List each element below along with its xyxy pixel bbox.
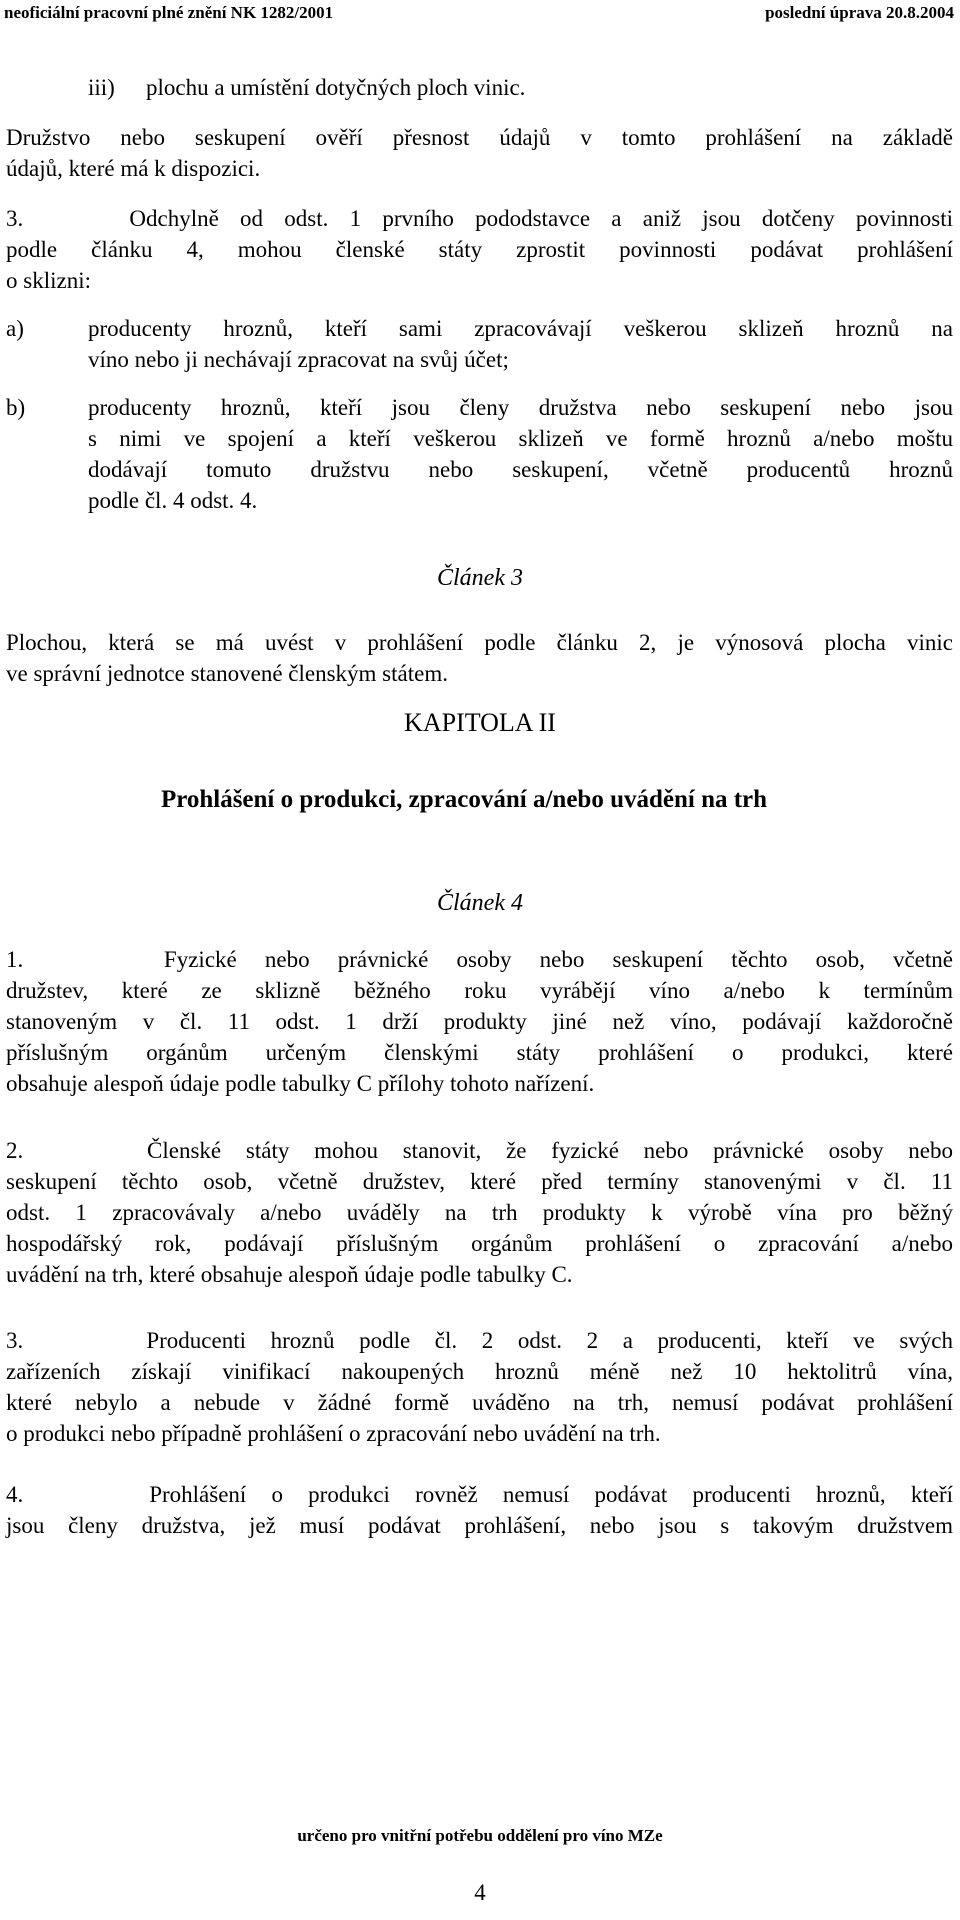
- chapter-subtitle: Prohlášení o produkci, zpracování a/nebo uvádění na trh: [160, 786, 768, 813]
- text-line: odst. 1 zpracovávaly a/nebo uváděly na trh produkty k výrobě vína pro běžný: [6, 1200, 953, 1225]
- article-4-paragraph-4: [6, 1479, 953, 1541]
- paragraph-3: [6, 203, 953, 296]
- text-line: 1. Fyzické nebo právnické osoby nebo seskupení těchto osob, včetně: [6, 947, 953, 972]
- item-b-label: b): [6, 395, 26, 420]
- text-line: Družstvo nebo seskupení ověří přesnost údajů v tomto prohlášení na základě: [6, 125, 953, 150]
- text-line: podle článku 4, mohou členské státy zprostit povinnosti podávat prohlášení: [6, 237, 953, 262]
- text-line: zařízeních získají vinifikací nakoupených hroznů méně než 10 hektolitrů vína,: [6, 1359, 953, 1384]
- text-line: víno nebo ji nechávají zpracovat na svůj účet;: [88, 347, 509, 372]
- text-line: 3. Odchylně od odst. 1 prvního pododstavce a aniž jsou dotčeny povinnosti: [6, 206, 953, 231]
- text-line: 3. Producenti hroznů podle čl. 2 odst. 2 a producenti, kteří ve svých: [6, 1328, 953, 1353]
- article-4-title: Článek 4: [437, 890, 523, 916]
- item-iii-label: iii): [88, 75, 115, 100]
- header-right-text: poslední úprava 20.8.2004: [765, 3, 954, 22]
- text-line: ve správní jednotce stanovené členským státem.: [6, 661, 448, 686]
- paragraph-druzstvo: [6, 122, 953, 184]
- item-iii-text: plochu a umístění dotyčných ploch vinic.: [146, 75, 526, 100]
- text-line: příslušným orgánům určeným členskými státy prohlášení o produkci, které: [6, 1040, 953, 1065]
- text-line: 2. Členské státy mohou stanovit, že fyzické nebo právnické osoby nebo: [6, 1138, 953, 1163]
- text-line: dodávají tomuto družstvu nebo seskupení, včetně producentů hroznů: [88, 457, 953, 482]
- article-4-paragraph-3: [6, 1325, 953, 1449]
- chapter-title: KAPITOLA II: [404, 708, 556, 737]
- text-line: údajů, které má k dispozici.: [6, 156, 261, 181]
- text-line: o produkci nebo případně prohlášení o zpracování nebo uvádění na trh.: [6, 1421, 661, 1446]
- text-line: producenty hroznů, kteří jsou členy družstva nebo seskupení nebo jsou: [88, 395, 953, 420]
- header-left-text: neoficiální pracovní plné znění NK 1282/2001: [4, 3, 334, 22]
- text-line: obsahuje alespoň údaje podle tabulky C přílohy tohoto nařízení.: [6, 1071, 595, 1096]
- text-line: Plochou, která se má uvést v prohlášení podle článku 2, je výnosová plocha vinic: [6, 630, 953, 655]
- text-line: družstev, které ze sklizně běžného roku vyrábějí víno a/nebo k termínům: [6, 978, 953, 1003]
- item-a-text: [88, 313, 953, 375]
- text-line: stanoveným v čl. 11 odst. 1 drží produkty jiné než víno, podávají každoročně: [6, 1009, 953, 1034]
- item-b-text: [88, 392, 953, 516]
- text-line: 4. Prohlášení o produkci rovněž nemusí podávat producenti hroznů, kteří: [6, 1482, 953, 1507]
- text-line: uvádění na trh, které obsahuje alespoň údaje podle tabulky C.: [6, 1262, 573, 1287]
- text-line: které nebylo a nebude v žádné formě uváděno na trh, nemusí podávat prohlášení: [6, 1390, 953, 1415]
- text-line: s nimi ve spojení a kteří veškerou sklizeň ve formě hroznů a/nebo moštu: [88, 426, 953, 451]
- article-4-paragraph-2: [6, 1135, 953, 1290]
- item-a-label: a): [6, 316, 24, 341]
- article-4-paragraph-1: [6, 944, 953, 1099]
- text-line: hospodářský rok, podávají příslušným orgánům prohlášení o zpracování a/nebo: [6, 1231, 953, 1256]
- article-3-text: [6, 627, 953, 689]
- text-line: o sklizni:: [6, 268, 91, 293]
- text-line: seskupení těchto osob, včetně družstev, které před termíny stanovenými v čl. 11: [6, 1169, 953, 1194]
- text-line: podle čl. 4 odst. 4.: [88, 488, 258, 513]
- page-header: [0, 0, 960, 26]
- footer-note: určeno pro vnitřní potřebu oddělení pro víno MZe: [297, 1826, 663, 1845]
- text-line: producenty hroznů, kteří sami zpracovávají veškerou sklizeň hroznů na: [88, 316, 953, 341]
- text-line: jsou členy družstva, jež musí podávat prohlášení, nebo jsou s takovým družstvem: [6, 1513, 953, 1538]
- article-3-title: Článek 3: [437, 565, 523, 591]
- page-number: 4: [474, 1880, 486, 1905]
